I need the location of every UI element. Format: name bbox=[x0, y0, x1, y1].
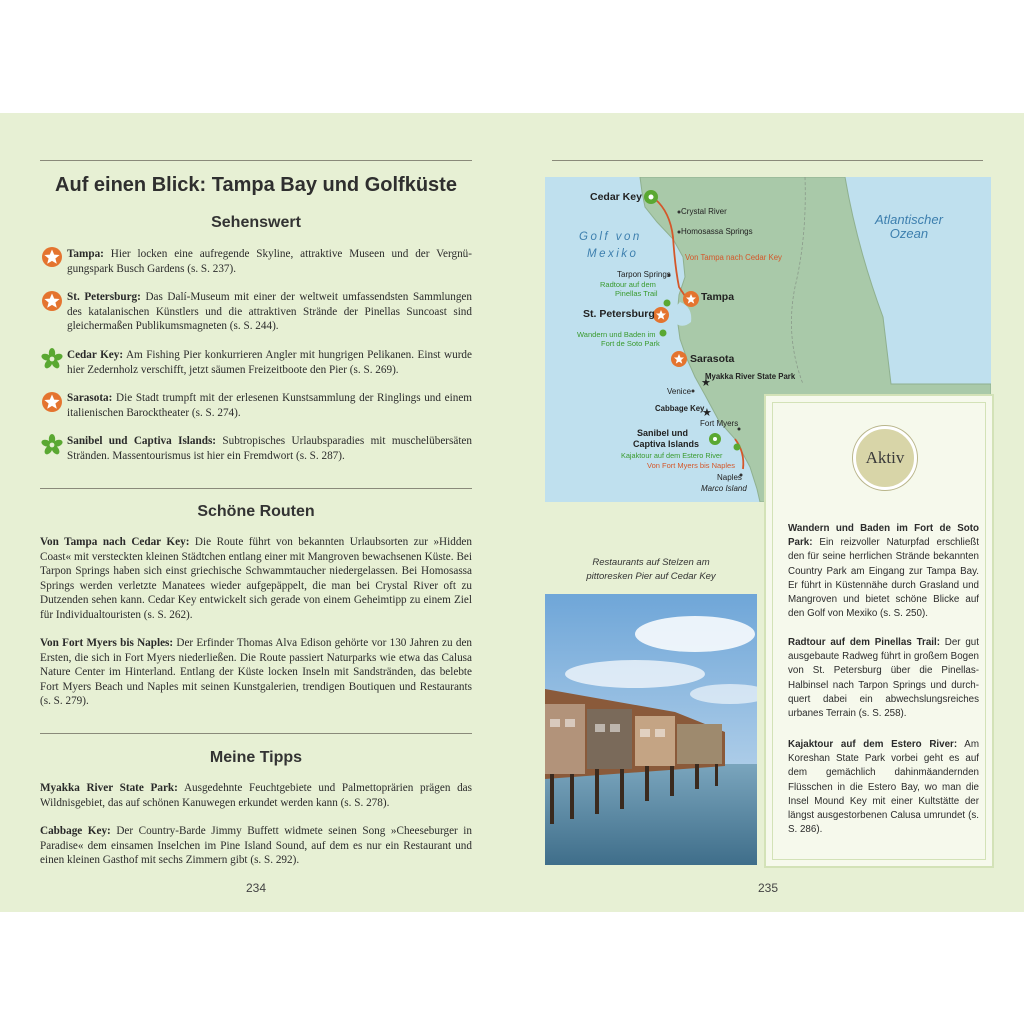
map-label-wandern-2: Fort de Soto Park bbox=[601, 339, 660, 348]
map-label-marco: Marco Island bbox=[701, 484, 747, 493]
cedar-key-pier-photo bbox=[545, 594, 757, 865]
aktiv-item-pinellas-trail: Radtour auf dem Pinellas Trail: Der gut ausgebaute Radweg führt in großem Bogen von St. Petersburg über die Pinellas-Halbinsel nach Tarpon Springs und durchquert dabei ein abwechslungsreiches urbanes Terrain (s. S. 258). bbox=[788, 637, 979, 720]
town-dot bbox=[692, 390, 695, 393]
cedar-key-marker bbox=[644, 190, 658, 204]
section-heading-tipps: Meine Tipps bbox=[209, 749, 303, 766]
trail-marker bbox=[664, 300, 671, 307]
map-label-crystal-river: Crystal River bbox=[681, 207, 727, 216]
myakka-star-icon: ★ bbox=[701, 377, 711, 389]
map-label-cedar-key: Cedar Key bbox=[590, 191, 642, 203]
sight-item-tampa: Tampa: Hier locken eine aufregende Skyline, attraktive Museen und der Vergnügungspark Busch Gardens (s. S. 237). bbox=[67, 248, 472, 275]
fort-de-soto-marker bbox=[660, 330, 667, 337]
sight-item-st-petersburg: St. Petersburg: Das Dalí-Museum mit einer der weltweit umfassendsten Sammlungen des katalanischen Künstlers und die attraktiven Strände der Pinellas Suncoast sind gleichermaßen Publikumsmagneten (s. S. 244). bbox=[67, 291, 472, 333]
map-label-sarasota: Sarasota bbox=[690, 353, 735, 365]
map-label-cabbage: Cabbage Key bbox=[655, 404, 705, 413]
leaf-star-icon bbox=[41, 434, 63, 456]
route-item-tampa-cedar-key: Von Tampa nach Cedar Key: Die Route führt von bekannten Urlaubsorten zur »Hidden Coast« mit versteckten kleinen Städtchen entlang einer mit Mangroven bewachsenen Küste. Bei Tarpon Springs haben sich einst griechische Schwammtaucher niedergelassen. Bei Homosassa Springs werden verletzte Manatees wieder aufgepäppelt, die man bei Crystal River oft zu Dutzenden sehen kann. Cedar Key entwickelt sich gerade von einem Geheimtipp zu einem Ziel für Individualtouristen (s. S. 262). bbox=[40, 536, 472, 621]
map-label-wandern-1: Wandern und Baden im bbox=[577, 330, 656, 339]
aktiv-item-estero-river: Kajaktour auf dem Estero River: Am Koreshan State Park vorbei geht es auf dem gemächlich dahinmäandernden Flüsschen in die Estero Bay, wo man die Insel Mound Key mit einer Kultstätte der längst ausgestorbenen Calusa umrundet (s. S. 286). bbox=[788, 739, 979, 836]
top-rule-right bbox=[552, 160, 983, 161]
map-label-tarpon: Tarpon Springs bbox=[617, 270, 671, 279]
sanibel-marker bbox=[709, 433, 721, 445]
map-label-sanibel-2: Captiva Islands bbox=[633, 439, 700, 449]
tampa-marker bbox=[683, 291, 699, 307]
aktiv-box bbox=[764, 394, 994, 868]
cabbage-star-icon: ★ bbox=[702, 407, 712, 419]
map-label-gulf-1: Golf von bbox=[579, 231, 642, 243]
tip-item-cabbage-key: Cabbage Key: Der Country-Barde Jimmy Buffett widmete seinen Song »Cheeseburger in Paradise« dem einsamen Inselchen im Pine Island Sound, auf dem es nur ein Restaurant und einen kleinen Gasthof mit sechs Zimmern gibt (s. S. 292). bbox=[40, 825, 473, 867]
map-label-st-petersburg: St. Petersburg bbox=[583, 308, 655, 320]
sight-item-sanibel: Sanibel und Captiva Islands: Subtropisches Urlaubsparadies mit muschelübersäten Stränden. Massentourismus ist hier ein Fremdwort (s. S. 287). bbox=[67, 435, 472, 462]
map-label-sanibel-1: Sanibel und bbox=[637, 428, 689, 438]
map-label-kajak: Kajaktour auf dem Estero River bbox=[621, 451, 723, 460]
star-badge-icon bbox=[41, 246, 63, 268]
map-label-ocean: Atlantischer Ozean bbox=[875, 212, 943, 241]
aktiv-item-fort-de-soto: Wandern und Baden im Fort de Soto Park: Ein reizvoller Naturpfad erschließt den für seine herrlichen Strände bekannten Country Park am Eingang zur Tampa Bay. Er führt in Küstennähe durch Grasland und Mangroven und bietet schöne Blicke auf den Golf von Mexiko (s. S. 250). bbox=[788, 523, 979, 620]
map-label-myakka: Myakka River State Park bbox=[705, 372, 796, 381]
map-label-venice: Venice bbox=[667, 387, 692, 396]
estero-marker bbox=[734, 444, 741, 451]
map-label-naples: Naples bbox=[717, 473, 742, 482]
st-petersburg-marker bbox=[653, 307, 669, 323]
map-label-radtour-1: Radtour auf dem bbox=[600, 280, 656, 289]
map-label-tampa: Tampa bbox=[701, 291, 735, 303]
star-badge-icon bbox=[41, 290, 63, 312]
map-label-fort-myers: Fort Myers bbox=[700, 419, 739, 428]
aktiv-badge: Aktiv bbox=[853, 426, 917, 490]
map-label-gulf-2: Mexiko bbox=[587, 248, 639, 260]
tip-item-myakka: Myakka River State Park: Ausgedehnte Feuchtgebiete und Palmettoprärien prägen das Wildnisgebiet, das auf schönen Kanuwegen erkundet werden kann (s. S. 278). bbox=[40, 782, 473, 809]
sight-item-sarasota: Sarasota: Die Stadt trumpft mit der erlesenen Kunstsammlung der Ringlings und einem italienischen Barocktheater (s. S. 274). bbox=[67, 392, 472, 419]
map-label-homosassa: Homosassa Springs bbox=[681, 227, 753, 236]
section-heading-sehenswert: Sehenswert bbox=[211, 214, 301, 231]
sight-item-cedar-key: Cedar Key: Am Fishing Pier konkurrieren Angler mit hungrigen Pelikanen. Einst wurde hier Zedernholz verschifft, jetzt säumen Freizeitboote den Pier (s. S. 269). bbox=[67, 349, 472, 376]
map-label-route-2: Von Fort Myers bis Naples bbox=[647, 461, 735, 470]
route-item-fort-myers-naples: Von Fort Myers bis Naples: Der Erfinder Thomas Alva Edison gehörte vor 130 Jahren zu den Ersten, die sich in Fort Myers niederließen. Die Route passiert Naturparks wie etwa das Calusa Nature Center im Hinterland. Entlang der Küste locken Inseln mit Sandstränden, das belebte Fort Myers Beach und Naples mit seinen Kunstgalerien, trendigen Boutiquen und Restaurants (s. S. 279). bbox=[40, 637, 473, 708]
map-label-route-1: Von Tampa nach Cedar Key bbox=[685, 253, 782, 262]
page-number-right: 235 bbox=[758, 881, 779, 895]
star-badge-icon bbox=[41, 391, 63, 413]
sarasota-marker bbox=[671, 351, 687, 367]
photo-caption: Restaurants auf Stelzen am pittoresken Pier auf Cedar Key bbox=[586, 557, 716, 582]
divider-rule bbox=[40, 733, 472, 734]
divider-rule bbox=[40, 488, 472, 489]
map-label-radtour-2: Pinellas Trail bbox=[615, 289, 658, 298]
section-heading-routen: Schöne Routen bbox=[197, 503, 315, 520]
leaf-star-icon bbox=[41, 348, 63, 370]
page-title: Auf einen Blick: Tampa Bay und Golfküste bbox=[55, 174, 457, 196]
page-number-left: 234 bbox=[246, 881, 267, 895]
top-rule-left bbox=[40, 160, 472, 161]
